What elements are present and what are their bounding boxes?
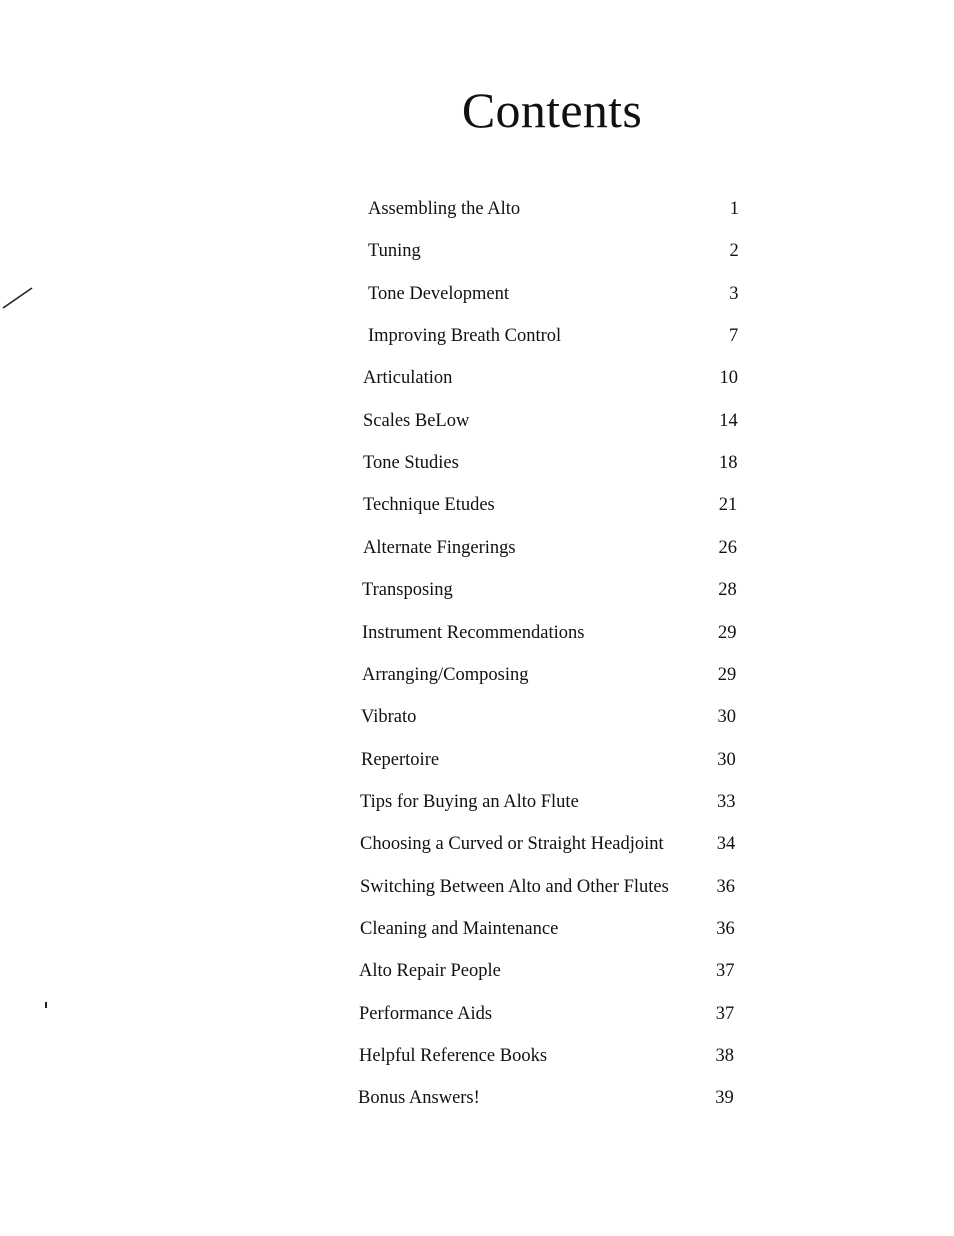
toc-entry-page-number: 1 [729,199,739,219]
toc-entry [361,745,761,775]
toc-entry-page-number: 30 [717,749,736,770]
toc-entry-page-number: 36 [716,918,735,939]
toc-entry-page-number: 36 [716,876,735,897]
toc-entry-title: Bonus Answers! [358,1088,480,1109]
toc-entry-page-number: 26 [718,537,737,558]
toc-entry [368,321,768,351]
toc-entry-page-number: 10 [719,368,738,389]
toc-entry-title: Improving Breath Control [368,326,562,347]
toc-entry-page-number: 2 [729,241,739,262]
toc-entry-title: Choosing a Curved or Straight Headjoint [360,834,664,855]
toc-entry [359,999,759,1029]
toc-entry-page-number: 28 [718,580,737,601]
toc-entry-page-number: 38 [715,1046,734,1066]
toc-entry-title: Transposing [362,580,453,601]
toc-entry-title: Cleaning and Maintenance [360,918,559,939]
toc-entry [368,194,768,224]
toc-entry [363,490,763,520]
toc-entry [363,448,763,478]
toc-entry-title: Alto Repair People [359,961,501,982]
toc-entry [360,914,760,944]
toc-entry-page-number: 37 [715,1003,735,1024]
scan-dot-icon [45,1002,47,1008]
toc-entry-title: Switching Between Alto and Other Flutes [360,876,669,897]
toc-entry [360,872,760,902]
scan-mark-icon [2,283,36,311]
toc-entry-page-number: 7 [729,326,739,347]
toc-entry [368,279,768,309]
toc-entry-title: Tuning [368,241,421,262]
toc-entry-title: Technique Etudes [363,495,495,516]
toc-entry [363,406,763,436]
toc-entry [361,702,761,732]
toc-entry-title: Tone Studies [363,453,459,474]
toc-entry [360,787,760,817]
toc-entry-title: Instrument Recommendations [362,622,585,643]
toc-entry-page-number: 3 [729,283,739,304]
toc-entry-title: Articulation [363,368,453,389]
toc-entry-page-number: 29 [718,622,737,643]
toc-entry-page-number: 37 [716,961,735,982]
toc-entry [359,1041,759,1071]
toc-entry-page-number: 34 [716,834,736,855]
toc-entry-title: Vibrato [361,707,417,728]
toc-entry-page-number: 33 [717,791,736,812]
toc-entry-page-number: 18 [719,453,738,474]
toc-entry-page-number: 14 [719,410,738,431]
toc-entry [362,575,762,605]
toc-entry-title: Helpful Reference Books [359,1046,548,1066]
toc-entry [359,956,759,986]
toc-entry [362,618,762,648]
toc-entry [360,829,760,859]
toc-entry-title: Arranging/Composing [362,664,529,685]
toc-entry [363,363,763,393]
toc-entry-title: Assembling the Alto [368,199,521,219]
toc-entry-title: Tips for Buying an Alto Flute [360,791,579,812]
toc-entry [358,1083,758,1113]
toc-entry-title: Scales BeLow [363,410,470,431]
toc-entry-title: Repertoire [361,749,440,770]
toc-entry-title: Alternate Fingerings [363,537,516,558]
toc-entry-title: Performance Aids [359,1003,493,1024]
toc-entry-page-number: 21 [718,495,738,516]
toc-entry-title: Tone Development [368,283,510,304]
toc-entry-page-number: 39 [715,1088,734,1109]
toc-entry [362,660,762,690]
toc-entry-page-number: 30 [717,707,736,728]
toc-entry [368,236,768,266]
toc-entry-page-number: 29 [717,664,737,685]
toc-entry [363,533,763,563]
page-title: Contents [461,82,643,138]
